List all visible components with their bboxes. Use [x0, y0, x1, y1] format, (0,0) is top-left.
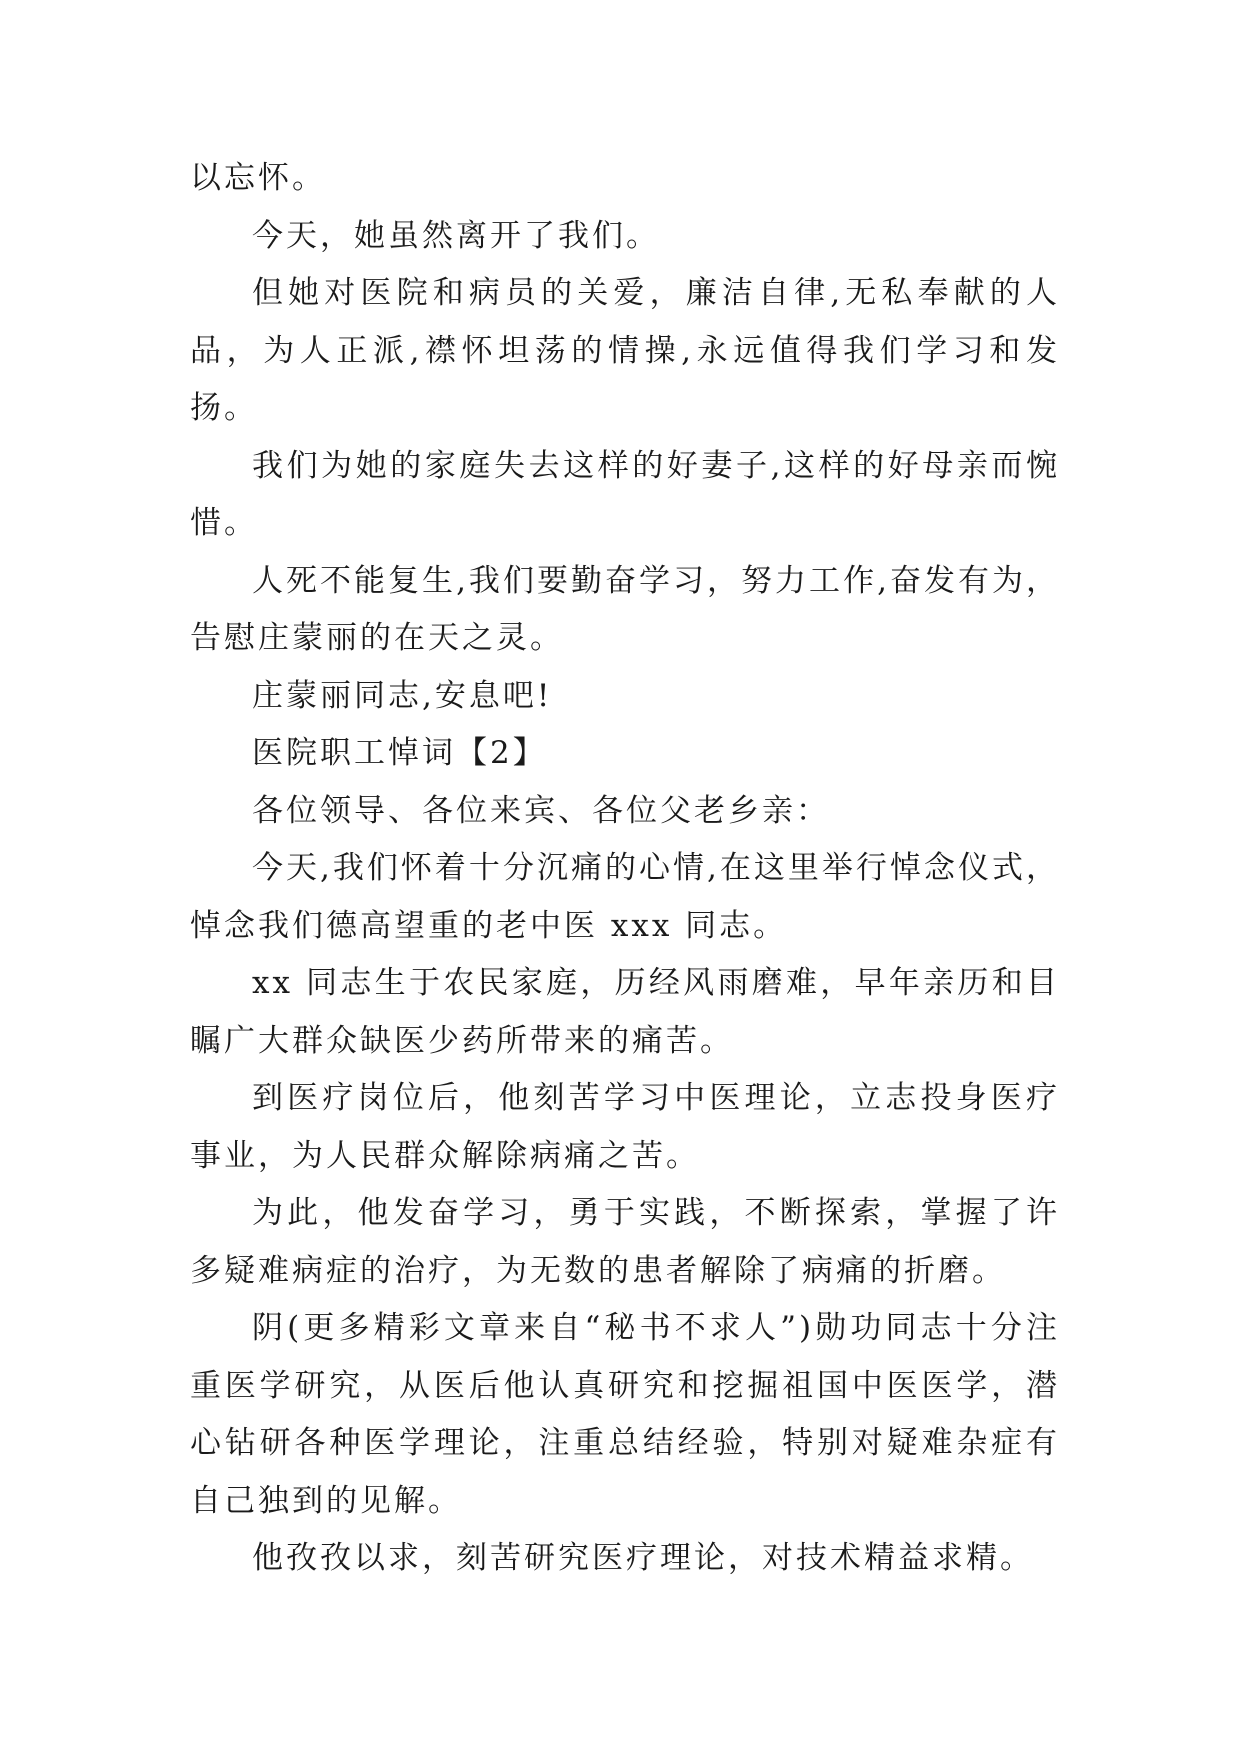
section-heading: 医院职工悼词【2】 — [252, 735, 547, 771]
paragraph: 阴(更多精彩文章来自“秘书不求人”)勋功同志十分注重医学研究，从医后他认真研究和挖掘祖国中医医学，潜心钻研各种医学理论，注重总结经验，特别对疑难杂症有自己独到的见解。 — [190, 1310, 1060, 1519]
paragraph: 庄蒙丽同志,安息吧! — [252, 677, 553, 714]
paragraph-continuation: 以忘怀。 — [190, 160, 326, 196]
paragraph: 到医疗岗位后，他刻苦学习中医理论，立志投身医疗事业，为人民群众解除病痛之苦。 — [190, 1080, 1060, 1174]
paragraph: 为此，他发奋学习，勇于实践，不断探索，掌握了许多疑难病症的治疗，为无数的患者解除了病痛的折磨。 — [190, 1195, 1060, 1289]
paragraph: 我们为她的家庭失去这样的好妻子,这样的好母亲而惋惜。 — [190, 447, 1060, 541]
paragraph: xx 同志生于农民家庭，历经风雨磨难，早年亲历和目瞩广大群众缺医少药所带来的痛苦。 — [190, 965, 1060, 1059]
paragraph: 今天，她虽然离开了我们。 — [252, 217, 660, 254]
paragraph: 人死不能复生,我们要勤奋学习，努力工作,奋发有为，告慰庄蒙丽的在天之灵。 — [190, 562, 1060, 656]
salutation: 各位领导、各位来宾、各位父老乡亲： — [252, 792, 830, 829]
document-body — [190, 150, 1060, 1588]
paragraph: 但她对医院和病员的关爱，廉洁自律,无私奉献的人品，为人正派,襟怀坦荡的情操,永远值得我们学习和发扬。 — [190, 275, 1060, 426]
paragraph: 今天,我们怀着十分沉痛的心情,在这里举行悼念仪式，悼念我们德高望重的老中医 xxx 同志。 — [190, 850, 1060, 944]
paragraph: 他孜孜以求，刻苦研究医疗理论，对技术精益求精。 — [252, 1540, 1034, 1576]
